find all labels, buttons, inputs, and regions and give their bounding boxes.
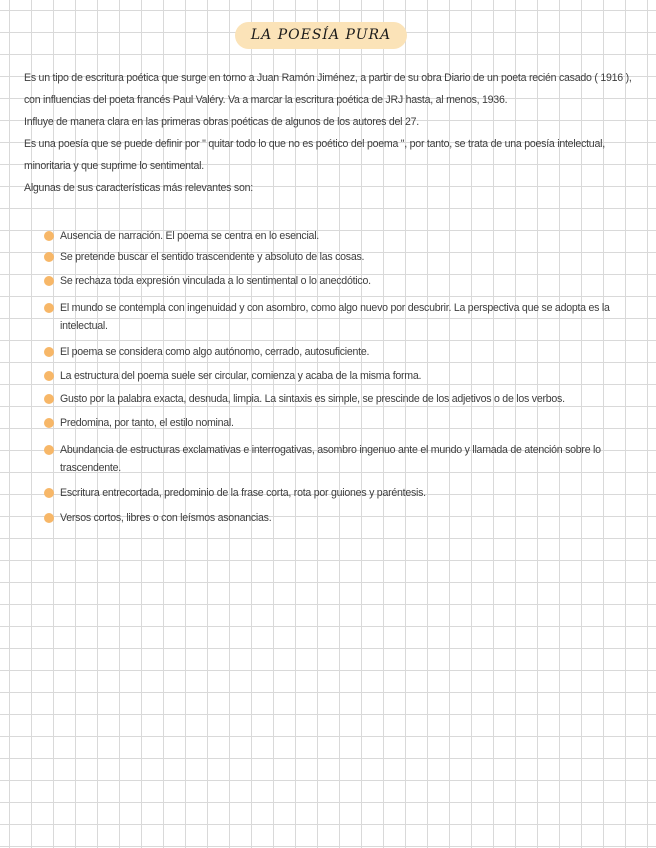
- list-item-text: Escritura entrecortada, predominio de la frase corta, rota por guiones y paréntesis.: [60, 487, 426, 499]
- list-item-text: Predomina, por tanto, el estilo nominal.: [60, 417, 234, 429]
- list-item: [60, 484, 630, 502]
- list-item-text: Se pretende buscar el sentido trascendente y absoluto de las cosas.: [60, 251, 365, 263]
- bullet-icon: [44, 347, 54, 357]
- intro-paragraph: Es una poesía que se puede definir por " quitar todo lo que no es poético del poema ", por tanto, se trata de una poesía intelectual, minoritaria y que suprime lo sentimental.: [24, 138, 605, 172]
- bullet-icon: [44, 488, 54, 498]
- bullet-icon: [44, 303, 54, 313]
- list-item-text: El poema se considera como algo autónomo, cerrado, autosuficiente.: [60, 346, 370, 358]
- bullet-icon: [44, 418, 54, 428]
- bullet-icon: [44, 252, 54, 262]
- intro-paragraph: Influye de manera clara en las primeras obras poéticas de algunos de los autores del 27.: [24, 116, 419, 128]
- list-item-text: Versos cortos, libres o con leísmos asonancias.: [60, 512, 272, 524]
- list-item: [60, 248, 630, 266]
- list-item-text: Abundancia de estructuras exclamativas e interrogativas, asombro ingenuo ante el mundo y llamada de atención sobre lo trascendente.: [60, 444, 601, 474]
- list-item: [60, 441, 630, 477]
- list-item: [60, 509, 630, 527]
- list-item-text: Ausencia de narración. El poema se centra en lo esencial.: [60, 230, 319, 242]
- bullet-icon: [44, 445, 54, 455]
- list-item-text: Gusto por la palabra exacta, desnuda, limpia. La sintaxis es simple, se prescinde de los adjetivos o de los verbos.: [60, 393, 565, 405]
- intro-paragraph: Es un tipo de escritura poética que surge en torno a Juan Ramón Jiménez, a partir de su obra Diario de un poeta recién casado ( 1916 ), con influencias del poeta francés Paul Valéry. Va a marcar la escritura poética de JRJ hasta, al menos, 1936.: [24, 72, 632, 106]
- list-item: [60, 367, 630, 385]
- list-item: [60, 390, 630, 408]
- list-item-text: Se rechaza toda expresión vinculada a lo sentimental o lo anecdótico.: [60, 275, 371, 287]
- list-item: [60, 299, 630, 335]
- list-item-text: El mundo se contempla con ingenuidad y con asombro, como algo nuevo por descubrir. La perspectiva que se adopta es la intelectual.: [60, 302, 610, 332]
- bullet-icon: [44, 513, 54, 523]
- bullet-icon: [44, 276, 54, 286]
- bullet-icon: [44, 394, 54, 404]
- intro-paragraph: Algunas de sus características más relevantes son:: [24, 182, 253, 194]
- list-item: [60, 227, 630, 245]
- bullet-icon: [44, 371, 54, 381]
- bullet-icon: [44, 231, 54, 241]
- page-title: LA POESÍA PURA: [235, 22, 407, 49]
- list-item: [60, 414, 630, 432]
- list-item: [60, 272, 630, 290]
- list-item-text: La estructura del poema suele ser circular, comienza y acaba de la misma forma.: [60, 370, 422, 382]
- list-item: [60, 343, 630, 361]
